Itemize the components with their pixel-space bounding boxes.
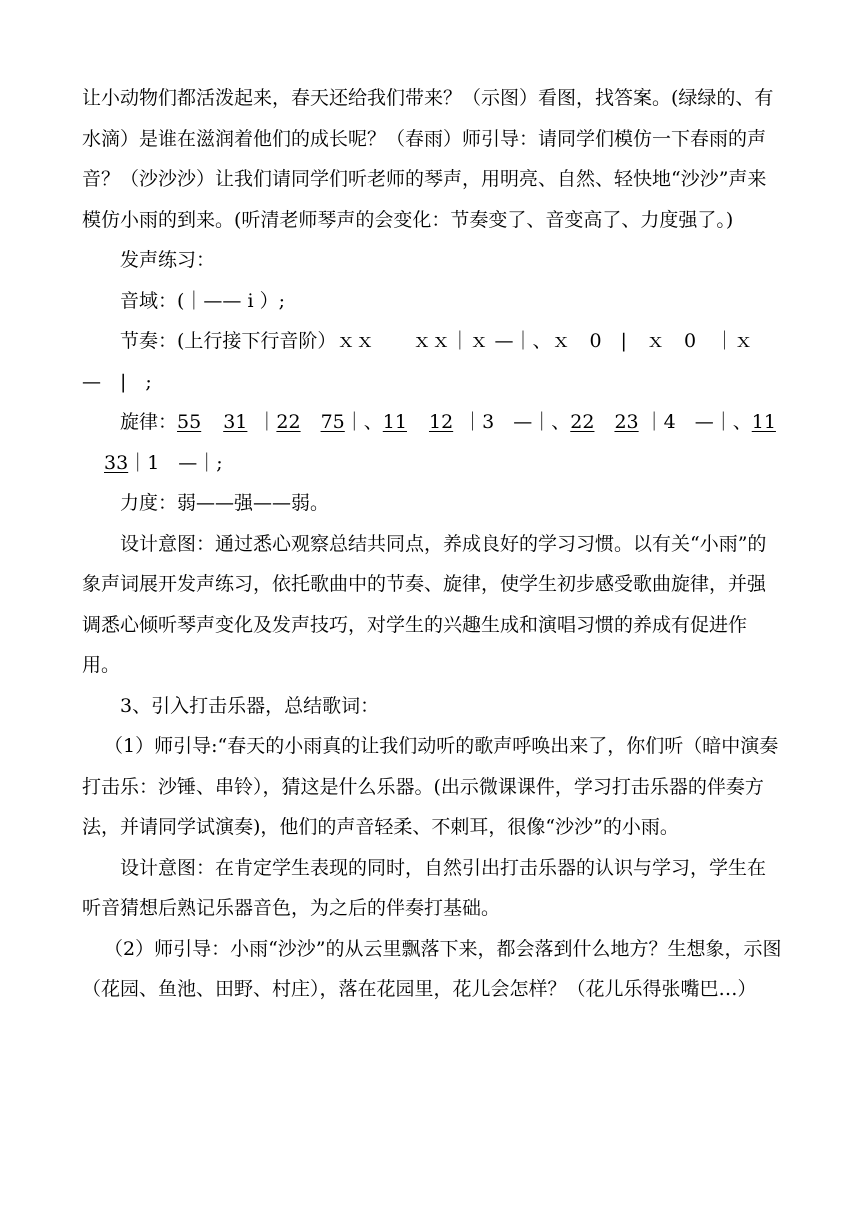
paragraph-dynamics: 力度：弱——强——弱。 [120,492,330,514]
paragraph-step-1: （1）师引导:“春天的小雨真的让我们动听的歌声呼唤出来了，你们听（暗中演奏打击乐：沙锤、串铃），猜这是什么乐器。(出示微课课件，学习打击乐器的伴奏方法，并请同学试演奏)，他们的声音轻柔、不刺耳，很像“沙沙”的小雨。 [82,735,779,838]
melody-note: 31 [223,411,248,433]
melody-note: 75 [320,411,345,433]
melody-bar: ｜4 —｜、 [644,411,752,433]
melody-note: 11 [382,411,407,433]
melody-tail: ｜1 —｜; [128,451,223,474]
melody-bar: ｜ [257,411,277,433]
melody-note: 23 [614,411,639,433]
melody-note: 12 [428,411,454,433]
paragraph-step-2: （2）师引导：小雨“沙沙”的从云里飘落下来，都会落到什么地方？生想象，示图（花园、鱼池、田野、村庄），落在花园里，花儿会怎样？（花儿乐得张嘴巴…） [82,937,782,1000]
melody-label: 旋律： [120,411,178,433]
paragraph-section-3: 3、引入打击乐器，总结歌词： [120,694,380,717]
paragraph-design-intent-2: 设计意图：在肯定学生表现的同时，自然引出打击乐器的认识与学习，学生在听音猜想后熟记乐器音色，为之后的伴奏打基础。 [82,856,767,919]
melody-note: 33 [104,451,129,474]
document-page [82,78,782,1010]
melody-bar: ｜3 —｜、 [463,411,571,433]
melody-note: 22 [570,411,595,433]
paragraph-intro: 让小动物们都活泼起来，春天还给我们带来？（示图）看图，找答案。(绿绿的、有水滴）是谁在滋润着他们的成长呢？（春雨）师引导：请同学们模仿一下春雨的声音？（沙沙沙）让我们请同学们听老师的琴声，用明亮、自然、轻快地“沙沙”声来模仿小雨的到来。(听清老师琴声的会变化：节奏变了、音变高了、力度强了。) [82,87,774,231]
melody-note: 55 [177,411,202,433]
melody-note: 11 [751,411,776,433]
melody-note: 22 [276,411,301,433]
paragraph-melody [82,402,782,483]
paragraph-vocal-practice: 发声练习： [120,249,216,271]
paragraph-rhythm: 节奏：(上行接下行音阶）ｘｘ ｘｘ｜ｘ —｜、ｘ 0 | ｘ 0 ｜ｘ — | ; [82,330,773,393]
melody-bar: ｜、 [344,411,383,433]
paragraph-design-intent-1: 设计意图：通过悉心观察总结共同点，养成良好的学习习惯。以有关“小雨”的象声词展开发声练习，依托歌曲中的节奏、旋律，使学生初步感受歌曲旋律，并强调悉心倾听琴声变化及发声技巧，对学生的兴趣生成和演唱习惯的养成有促进作用。 [82,532,767,676]
paragraph-range: 音域：(｜—— i ）; [120,289,285,312]
